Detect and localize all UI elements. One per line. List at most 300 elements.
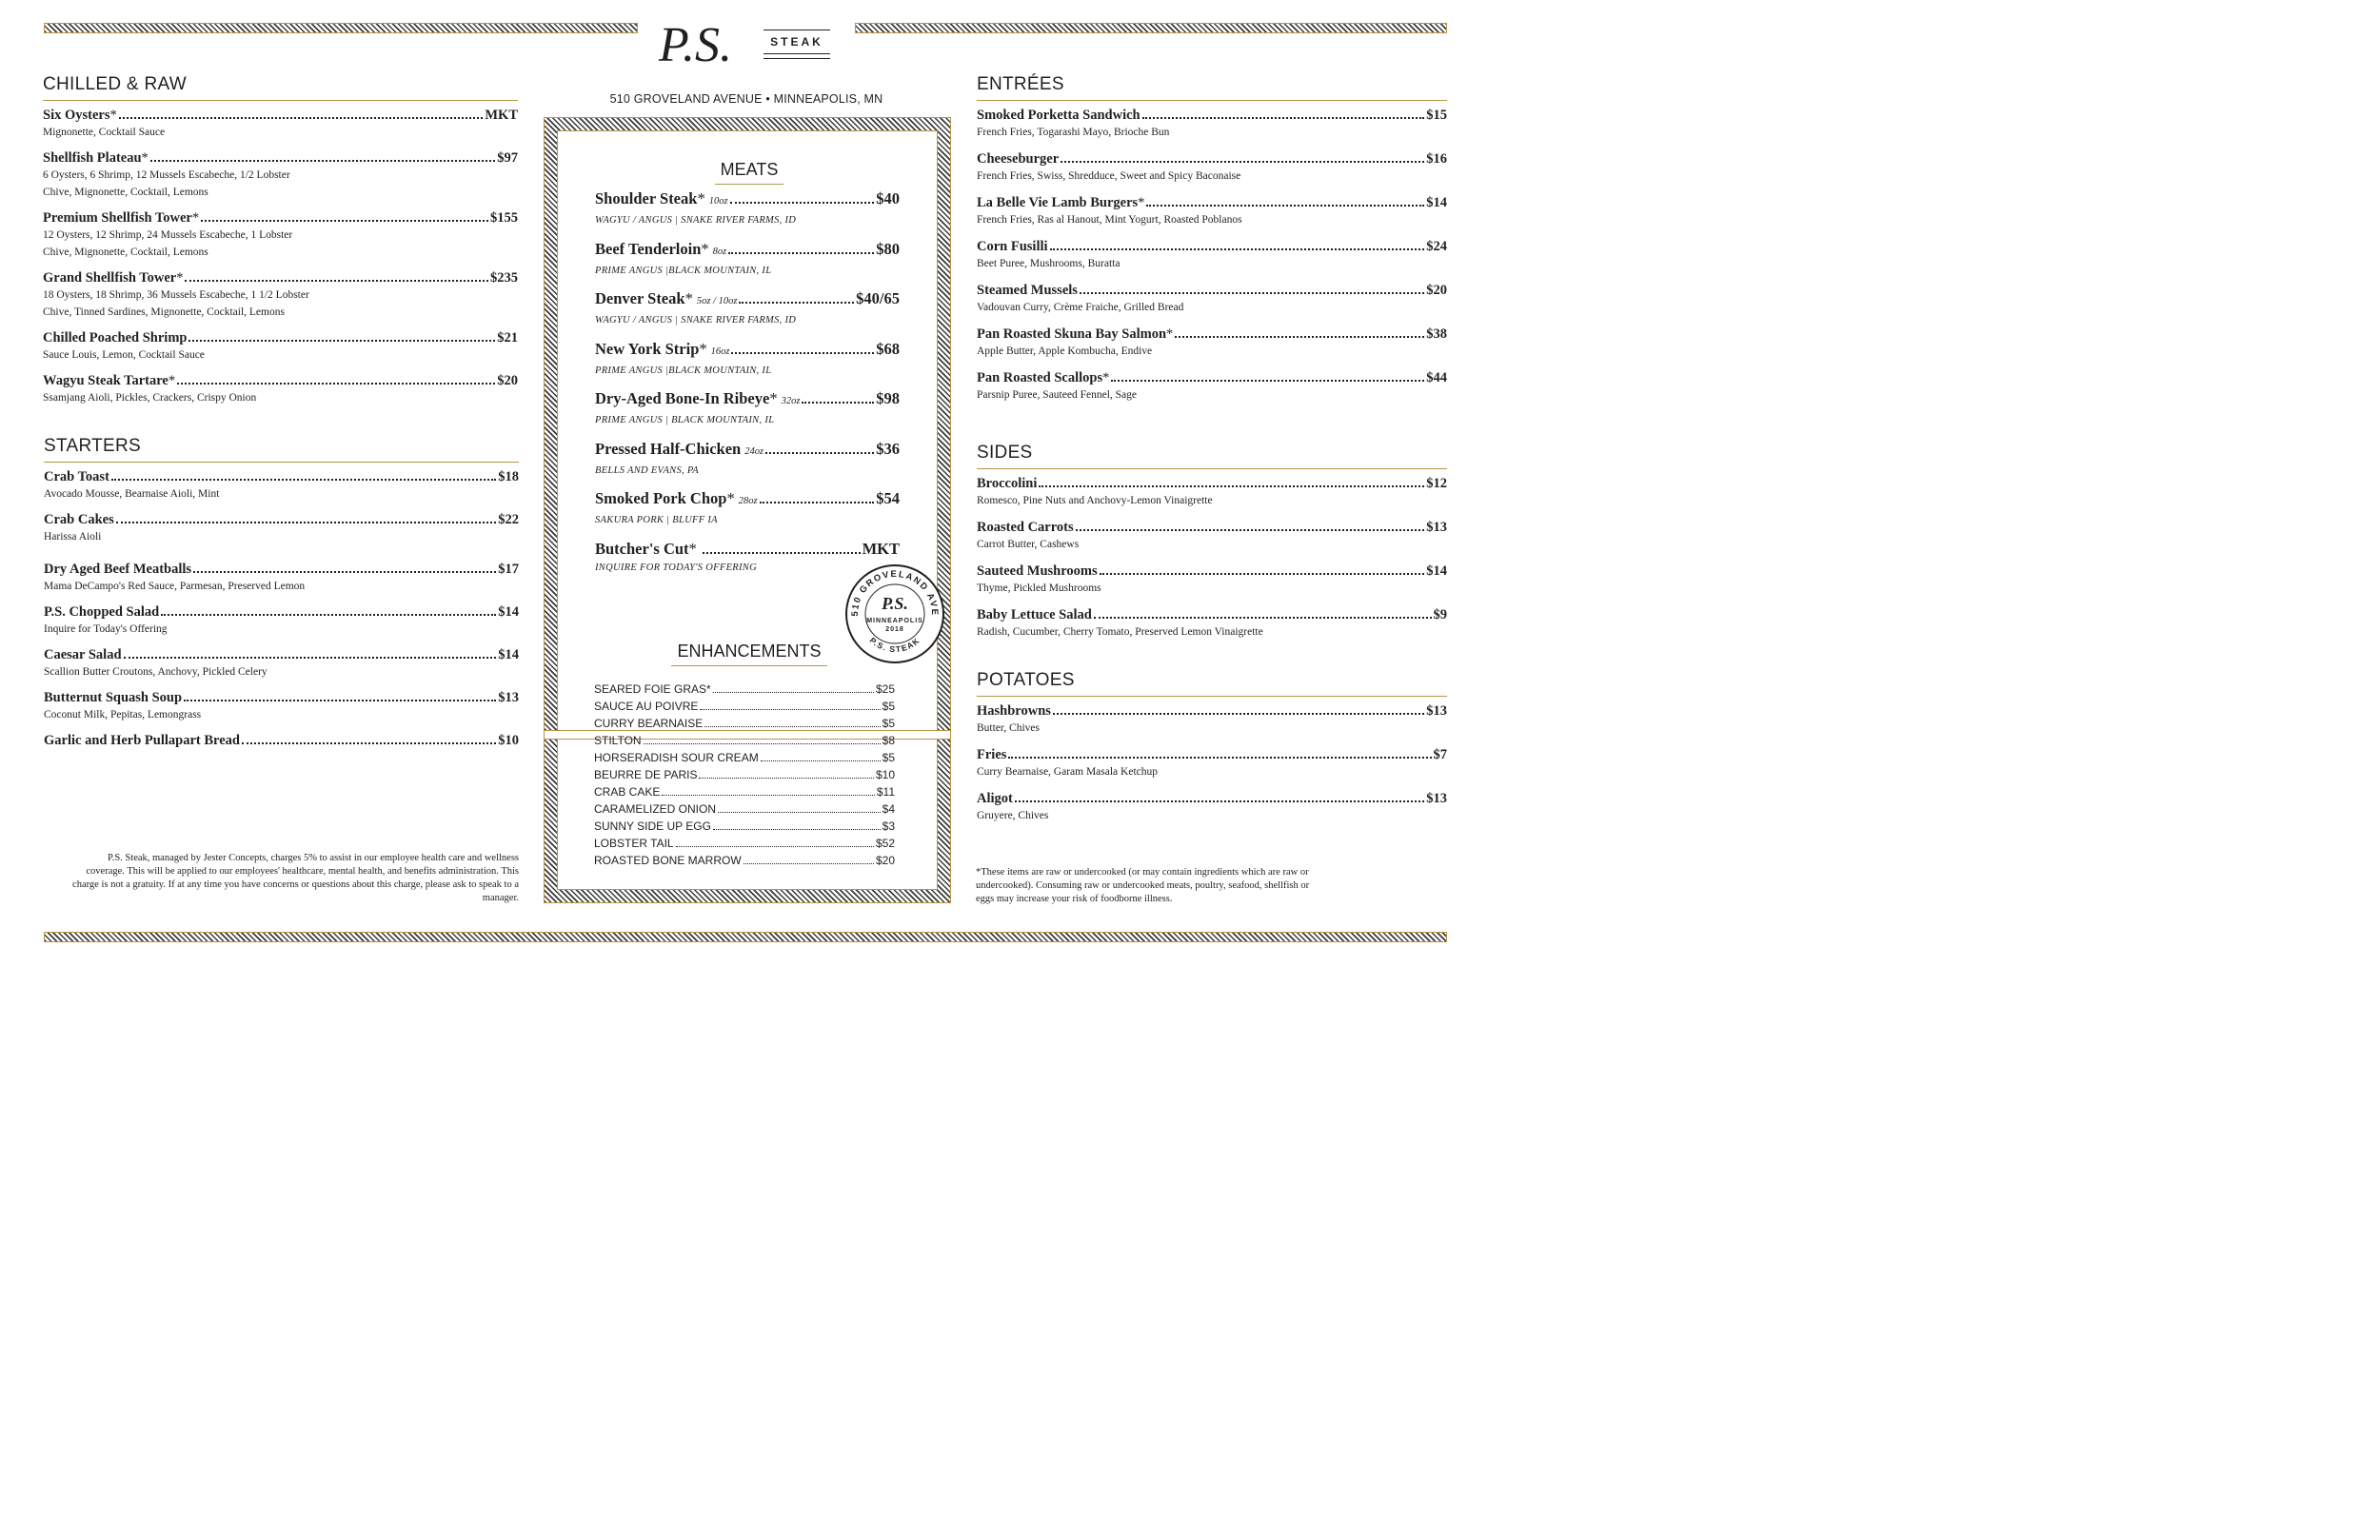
- dot-leader: [1061, 161, 1424, 163]
- enhancements-list: [594, 681, 895, 869]
- menu-item: [977, 606, 1447, 641]
- menu-item-price: $38: [1426, 326, 1447, 342]
- menu-item-row: [44, 511, 519, 528]
- meat-source: PRIME ANGUS |BLACK MOUNTAIN, IL: [595, 365, 772, 376]
- raw-marker: *: [176, 270, 184, 286]
- dot-leader: [1094, 617, 1432, 619]
- menu-item-row: [977, 107, 1447, 124]
- dot-leader: [1008, 757, 1431, 759]
- enhancement-name: ROASTED BONE MARROW: [594, 854, 742, 867]
- menu-item-price: $12: [1426, 476, 1447, 491]
- menu-item-name: Shellfish Plateau: [43, 150, 142, 166]
- meat-row: [595, 240, 900, 262]
- menu-item-description: Romesco, Pine Nuts and Anchovy-Lemon Vinaigrette: [977, 495, 1213, 506]
- menu-item-price: $9: [1433, 607, 1447, 622]
- raw-marker: *: [109, 108, 117, 123]
- menu-item-name: Baby Lettuce Salad: [977, 607, 1092, 622]
- dot-leader: [184, 700, 496, 701]
- menu-item-description: Chive, Mignonette, Cocktail, Lemons: [43, 247, 208, 258]
- menu-item: [977, 790, 1447, 824]
- stamp-seal: [844, 563, 945, 664]
- enhancement-price: $10: [875, 768, 895, 781]
- menu-item-price: $14: [1426, 195, 1447, 210]
- menu-item-name: Premium Shellfish Tower: [43, 210, 192, 226]
- menu-item-description: 6 Oysters, 6 Shrimp, 12 Mussels Escabeche, 1/2 Lobster: [43, 169, 290, 181]
- enhancement-row: [594, 732, 895, 749]
- menu-item-price: $14: [498, 604, 519, 620]
- meat-item: [595, 389, 900, 440]
- menu-item: [43, 209, 518, 261]
- meat-price: $80: [876, 239, 900, 258]
- menu-item-name: Roasted Carrots: [977, 520, 1074, 535]
- section-title: ENTRÉES: [977, 74, 1447, 101]
- menu-item-row: [43, 209, 518, 227]
- menu-item-row: [977, 790, 1447, 807]
- raw-marker: *: [1138, 195, 1145, 210]
- enhancement-price: $5: [882, 700, 895, 713]
- menu-item-name: Dry Aged Beef Meatballs: [44, 562, 192, 577]
- raw-marker: *: [1166, 326, 1174, 342]
- menu-item: [43, 269, 518, 321]
- dot-leader: [1053, 713, 1424, 715]
- menu-item-description: 12 Oysters, 12 Shrimp, 24 Mussels Escabeche, 1 Lobster: [43, 229, 293, 241]
- menu-item-name: Sauteed Mushrooms: [977, 563, 1098, 579]
- menu-item-price: $15: [1426, 108, 1447, 123]
- dot-leader: [739, 302, 854, 304]
- raw-food-warning: *These items are raw or undercooked (or may contain ingredients which are raw or undercooked). Consuming raw or undercooked meats, poultry, seafood, shellfish or eggs may increase your risk of foodborne illness.: [976, 867, 1310, 904]
- menu-item: [977, 238, 1447, 272]
- dot-leader: [1175, 336, 1424, 338]
- dot-leader: [728, 252, 874, 254]
- stamp-center-text: P.S.: [882, 594, 908, 613]
- menu-item-price: $14: [498, 647, 519, 662]
- enhancement-price: $5: [882, 751, 895, 764]
- meat-price: $54: [876, 489, 900, 507]
- menu-item-row: [43, 149, 518, 167]
- dot-leader: [703, 552, 861, 554]
- menu-list: [44, 468, 519, 749]
- meat-item: [595, 189, 900, 240]
- raw-marker: *: [699, 339, 707, 358]
- menu-item: [44, 561, 519, 595]
- dot-leader: [744, 863, 874, 864]
- meat-name: Butcher's Cut: [595, 539, 689, 558]
- service-charge-note: P.S. Steak, managed by Jester Concepts, charges 5% to assist in our employee health care and wellness coverage. This will be applied to our employees' healthcare, mental health, and benefits administration. This charge is not a gratuity. If at any time you have concerns or questions about this charge, please ask to speak to a manager.: [72, 853, 519, 903]
- menu-item: [977, 326, 1447, 360]
- dot-leader: [699, 778, 874, 779]
- enhancement-row: [594, 783, 895, 800]
- bottom-border: [44, 932, 1447, 942]
- menu-item-name: Cheeseburger: [977, 151, 1060, 167]
- entrees-section: [977, 74, 1447, 413]
- menu-item-name: Butternut Squash Soup: [44, 690, 183, 705]
- enhancement-name: HORSERADISH SOUR CREAM: [594, 751, 759, 764]
- menu-item-row: [44, 561, 519, 578]
- menu-item-row: [977, 606, 1447, 623]
- meat-row: [595, 389, 900, 411]
- menu-list: [977, 475, 1447, 641]
- menu-item-row: [977, 475, 1447, 492]
- meat-weight: 10oz: [708, 196, 728, 207]
- menu-item-description: Harissa Aioli: [44, 531, 102, 543]
- menu-item-description: Chive, Mignonette, Cocktail, Lemons: [43, 187, 208, 198]
- dot-leader: [662, 795, 875, 796]
- menu-item-price: $10: [498, 733, 519, 748]
- enhancement-name: LOBSTER TAIL: [594, 837, 674, 850]
- top-border-right: [855, 23, 1447, 33]
- dot-leader: [201, 220, 488, 222]
- meat-price: MKT: [862, 539, 900, 558]
- raw-marker: *: [688, 539, 697, 558]
- raw-marker: *: [701, 239, 709, 258]
- dot-leader: [119, 117, 484, 119]
- menu-item-row: [977, 369, 1447, 386]
- meat-weight: 5oz / 10oz: [696, 296, 738, 306]
- menu-item-row: [977, 702, 1447, 720]
- menu-item-name: P.S. Chopped Salad: [44, 604, 160, 620]
- enhancement-name: SUNNY SIDE UP EGG: [594, 819, 711, 833]
- logo-wordmark: STEAK: [764, 30, 830, 54]
- menu-item-price: $16: [1426, 151, 1447, 167]
- menu-item: [977, 150, 1447, 185]
- dot-leader: [188, 340, 495, 342]
- enhancement-name: SAUCE AU POIVRE: [594, 700, 699, 713]
- starters-section: [44, 436, 519, 758]
- dot-leader: [111, 479, 496, 481]
- meat-source: WAGYU / ANGUS | SNAKE RIVER FARMS, ID: [595, 315, 797, 326]
- potatoes-section: [977, 670, 1447, 834]
- menu-item: [977, 702, 1447, 737]
- raw-marker: *: [769, 389, 778, 407]
- stamp-bottom-text: P.S. STEAK: [867, 635, 922, 655]
- logo-monogram: P.S.: [659, 18, 733, 72]
- meat-item: [595, 240, 900, 290]
- menu-item-price: $14: [1426, 563, 1447, 579]
- menu-item-description: Gruyere, Chives: [977, 810, 1049, 821]
- menu-item-price: $20: [1426, 283, 1447, 298]
- dot-leader: [713, 692, 874, 693]
- meat-price: $68: [876, 339, 900, 358]
- menu-item: [977, 475, 1447, 509]
- menu-item-name: Pan Roasted Skuna Bay Salmon: [977, 326, 1167, 342]
- menu-item-name: Pan Roasted Scallops: [977, 370, 1103, 385]
- dot-leader: [718, 812, 881, 813]
- menu-item: [43, 107, 518, 141]
- meats-title: [666, 160, 832, 185]
- dot-leader: [731, 352, 874, 354]
- enhancement-price: $5: [882, 717, 895, 730]
- menu-item-price: $13: [1426, 520, 1447, 535]
- menu-item-row: [977, 150, 1447, 168]
- menu-item-price: $20: [497, 373, 518, 388]
- menu-item-name: Caesar Salad: [44, 647, 122, 662]
- menu-item: [977, 282, 1447, 316]
- menu-item-description: 18 Oysters, 18 Shrimp, 36 Mussels Escabeche, 1 1/2 Lobster: [43, 289, 309, 301]
- menu-item-row: [44, 646, 519, 663]
- menu-item-description: Ssamjang Aioli, Pickles, Crackers, Crispy Onion: [43, 392, 257, 404]
- dot-leader: [644, 743, 881, 744]
- meat-source: BELLS AND EVANS, PA: [595, 464, 699, 476]
- raw-marker: *: [168, 373, 176, 388]
- section-title: POTATOES: [977, 670, 1447, 697]
- menu-item-name: Crab Toast: [44, 469, 109, 484]
- meat-row: [595, 340, 900, 362]
- meat-source: INQUIRE FOR TODAY'S OFFERING: [595, 562, 757, 573]
- menu-item: [44, 511, 519, 545]
- menu-item-row: [977, 326, 1447, 343]
- enhancement-row: [594, 852, 895, 869]
- menu-item-row: [44, 468, 519, 485]
- section-title: CHILLED & RAW: [43, 74, 518, 101]
- dot-leader: [242, 742, 496, 744]
- raw-marker: *: [697, 189, 705, 207]
- menu-item-price: $18: [498, 469, 519, 484]
- meat-name: Denver Steak: [595, 289, 685, 307]
- menu-item: [977, 519, 1447, 553]
- meat-item: [595, 440, 900, 490]
- dot-leader: [713, 829, 881, 830]
- enhancement-name: CRAB CAKE: [594, 785, 661, 799]
- menu-item-price: $13: [1426, 791, 1447, 806]
- meat-name: Smoked Pork Chop: [595, 489, 727, 507]
- enhancement-price: $52: [875, 837, 895, 850]
- menu-item-price: $44: [1426, 370, 1447, 385]
- menu-item-name: Garlic and Herb Pullapart Bread: [44, 733, 240, 748]
- dot-leader: [1111, 380, 1424, 382]
- dot-leader: [761, 760, 881, 761]
- menu-item-name: Broccolini: [977, 476, 1038, 491]
- meat-weight: 16oz: [710, 346, 730, 357]
- meat-price: $36: [876, 439, 900, 458]
- enhancement-price: $8: [882, 734, 895, 747]
- enhancement-row: [594, 766, 895, 783]
- meat-source: PRIME ANGUS |BLACK MOUNTAIN, IL: [595, 265, 772, 276]
- menu-item: [977, 746, 1447, 780]
- menu-item: [44, 603, 519, 638]
- menu-item-name: Six Oysters: [43, 108, 110, 123]
- menu-item-price: $7: [1433, 747, 1447, 762]
- menu-item-description: Curry Bearnaise, Garam Masala Ketchup: [977, 766, 1158, 778]
- menu-item-row: [44, 689, 519, 706]
- section-title: STARTERS: [44, 436, 519, 463]
- menu-item-name: Smoked Porketta Sandwich: [977, 108, 1140, 123]
- enhancement-row: [594, 818, 895, 835]
- menu-item-description: Apple Butter, Apple Kombucha, Endive: [977, 346, 1153, 357]
- menu-item-row: [977, 282, 1447, 299]
- menu-item-description: Sauce Louis, Lemon, Cocktail Sauce: [43, 349, 205, 361]
- enhancement-row: [594, 835, 895, 852]
- enhancement-name: SEARED FOIE GRAS*: [594, 682, 711, 696]
- meat-source: WAGYU / ANGUS | SNAKE RIVER FARMS, ID: [595, 215, 797, 226]
- dot-leader: [116, 522, 497, 523]
- menu-item-name: Fries: [977, 747, 1007, 762]
- menu-item: [44, 468, 519, 503]
- section-title: SIDES: [977, 443, 1447, 469]
- menu-item-description: Vadouvan Curry, Crème Fraiche, Grilled Bread: [977, 302, 1184, 313]
- menu-item-name: Steamed Mussels: [977, 283, 1078, 298]
- menu-item: [44, 732, 519, 749]
- stamp-city-text: MINNEAPOLIS: [866, 618, 923, 624]
- menu-item: [977, 107, 1447, 141]
- menu-item-name: La Belle Vie Lamb Burgers: [977, 195, 1139, 210]
- dot-leader: [1100, 573, 1425, 575]
- menu-item: [44, 689, 519, 723]
- dot-leader: [1050, 248, 1425, 250]
- menu-item: [977, 369, 1447, 404]
- menu-item-price: MKT: [485, 108, 518, 123]
- menu-item-name: Aligot: [977, 791, 1013, 806]
- menu-item-description: Coconut Milk, Pepitas, Lemongrass: [44, 709, 202, 721]
- enhancement-row: [594, 749, 895, 766]
- dot-leader: [177, 383, 495, 385]
- menu-item-description: French Fries, Togarashi Mayo, Brioche Bun: [977, 127, 1170, 138]
- meat-source: SAKURA PORK | BLUFF IA: [595, 515, 718, 525]
- meat-price: $98: [876, 389, 900, 407]
- dot-leader: [161, 614, 496, 616]
- raw-marker: *: [726, 489, 735, 507]
- menu-item-description: Thyme, Pickled Mushrooms: [977, 582, 1101, 594]
- meat-item: [595, 340, 900, 390]
- menu-item-row: [43, 269, 518, 286]
- menu-item-name: Chilled Poached Shrimp: [43, 330, 188, 346]
- enhancement-price: $4: [882, 802, 895, 816]
- menu-item-row: [44, 603, 519, 621]
- raw-marker: *: [191, 210, 200, 226]
- menu-item-price: $235: [490, 270, 518, 286]
- menu-item-name: Wagyu Steak Tartare: [43, 373, 169, 388]
- meat-price: $40: [876, 189, 900, 207]
- menu-item-description: French Fries, Ras al Hanout, Mint Yogurt, Roasted Poblanos: [977, 214, 1242, 226]
- menu-item-row: [43, 107, 518, 124]
- logo: [657, 17, 838, 76]
- menu-item-description: Carrot Butter, Cashews: [977, 539, 1080, 550]
- menu-item-price: $13: [498, 690, 519, 705]
- menu-item-row: [977, 238, 1447, 255]
- enhancement-price: $11: [876, 785, 895, 799]
- dot-leader: [700, 709, 880, 710]
- enhancement-price: $25: [875, 682, 895, 696]
- dot-leader: [150, 160, 495, 162]
- enhancement-name: CARAMELIZED ONION: [594, 802, 717, 816]
- meat-weight: 32oz: [781, 396, 801, 406]
- dot-leader: [193, 571, 496, 573]
- dot-leader: [1015, 800, 1424, 802]
- dot-leader: [802, 402, 874, 404]
- menu-item-description: Mama DeCampo's Red Sauce, Parmesan, Preserved Lemon: [44, 581, 306, 592]
- dot-leader: [760, 502, 875, 503]
- meat-item: [595, 489, 900, 540]
- enhancement-price: $3: [882, 819, 895, 833]
- enhancement-name: CURRY BEARNAISE: [594, 717, 704, 730]
- menu-item-price: $24: [1426, 239, 1447, 254]
- enhancement-price: $20: [875, 854, 895, 867]
- dot-leader: [185, 280, 488, 282]
- menu-item-price: $97: [497, 150, 518, 166]
- enhancement-row: [594, 698, 895, 715]
- menu-item-price: $17: [498, 562, 519, 577]
- dot-leader: [1080, 292, 1424, 294]
- menu-item-row: [977, 194, 1447, 211]
- chilled-raw-section: [43, 74, 518, 415]
- menu-item-price: $21: [497, 330, 518, 346]
- dot-leader: [1146, 205, 1424, 207]
- menu-item-description: Mignonette, Cocktail Sauce: [43, 127, 166, 138]
- menu-item-price: $155: [490, 210, 518, 226]
- raw-marker: *: [684, 289, 693, 307]
- dot-leader: [704, 726, 880, 727]
- menu-item-description: Radish, Cucumber, Cherry Tomato, Preserved Lemon Vinaigrette: [977, 626, 1263, 638]
- menu-item: [44, 646, 519, 681]
- stamp-year-text: 2018: [885, 626, 904, 633]
- meat-name: Shoulder Steak: [595, 189, 698, 207]
- menu-item-row: [44, 732, 519, 749]
- menu-item-row: [977, 563, 1447, 580]
- meat-weight: 24oz: [744, 445, 764, 457]
- enhancements-title: [657, 642, 842, 666]
- meat-row: [595, 440, 900, 462]
- meat-row: [595, 289, 900, 311]
- meat-row: [595, 540, 900, 559]
- sides-section: [977, 443, 1447, 650]
- enhancement-row: [594, 681, 895, 698]
- dot-leader: [765, 452, 874, 454]
- meat-item: [595, 289, 900, 340]
- raw-marker: *: [1102, 370, 1110, 385]
- meat-row: [595, 489, 900, 511]
- menu-item: [43, 149, 518, 201]
- menu-item-name: Crab Cakes: [44, 512, 114, 527]
- meat-name: Dry-Aged Bone-In Ribeye: [595, 389, 770, 407]
- meat-name: Pressed Half-Chicken: [595, 439, 742, 458]
- menu-item-description: Beet Puree, Mushrooms, Buratta: [977, 258, 1121, 269]
- meat-price: $40/65: [856, 289, 900, 307]
- stamp-top-text: 510 GROVELAND AVE: [849, 568, 941, 617]
- menu-item: [43, 372, 518, 406]
- dot-leader: [124, 657, 497, 659]
- menu-item-description: Scallion Butter Croutons, Anchovy, Pickled Celery: [44, 666, 268, 678]
- enhancement-row: [594, 800, 895, 818]
- address: 510 GROVELAND AVENUE • MINNEAPOLIS, MN: [609, 92, 883, 106]
- menu-item-name: Hashbrowns: [977, 703, 1051, 719]
- menu-item: [43, 329, 518, 364]
- menu-list: [977, 702, 1447, 824]
- dot-leader: [1076, 529, 1425, 531]
- enhancement-row: [594, 715, 895, 732]
- menu-item-description: Inquire for Today's Offering: [44, 623, 168, 635]
- enhancement-name: STILTON: [594, 734, 642, 747]
- menu-list: [43, 107, 518, 406]
- menu-item-description: Avocado Mousse, Bearnaise Aioli, Mint: [44, 488, 220, 500]
- meat-weight: 28oz: [738, 496, 758, 506]
- meat-row: [595, 189, 900, 211]
- menu-item: [977, 194, 1447, 228]
- menu-item-name: Corn Fusilli: [977, 239, 1048, 254]
- menu-item-name: Grand Shellfish Tower: [43, 270, 177, 286]
- meat-name: Beef Tenderloin: [595, 239, 702, 258]
- dot-leader: [1142, 117, 1425, 119]
- top-border-left: [44, 23, 638, 33]
- menu-item-price: $22: [498, 512, 519, 527]
- dot-leader: [676, 846, 874, 847]
- meats-title-text: MEATS: [715, 160, 784, 185]
- dot-leader: [1039, 485, 1424, 487]
- dot-leader: [730, 202, 875, 204]
- raw-marker: *: [141, 150, 149, 166]
- meat-name: New York Strip: [595, 339, 700, 358]
- menu-item-price: $13: [1426, 703, 1447, 719]
- meat-source: PRIME ANGUS | BLACK MOUNTAIN, IL: [595, 415, 775, 425]
- menu-item-row: [43, 372, 518, 389]
